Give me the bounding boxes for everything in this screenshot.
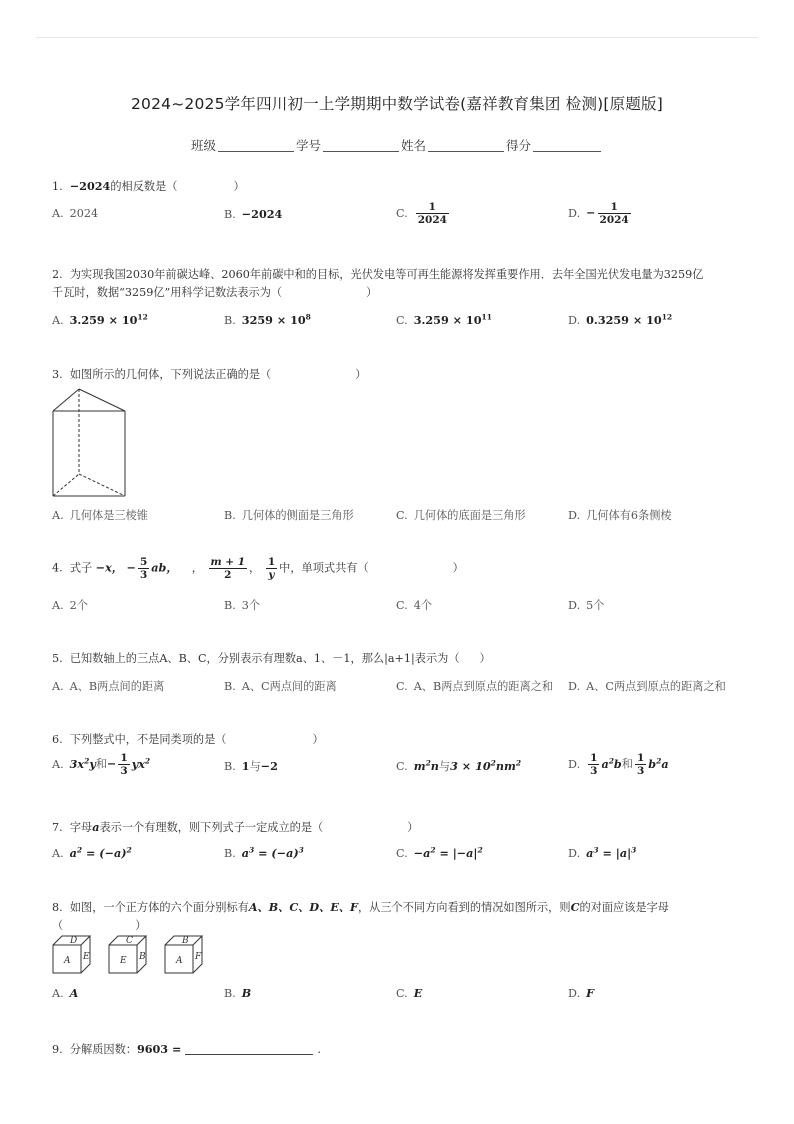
q5-option-d[interactable] bbox=[568, 678, 726, 694]
student-id-label: 学号 bbox=[295, 138, 321, 153]
option-label: B. bbox=[224, 987, 236, 1000]
option-text: A、B两点间的距离 bbox=[69, 680, 165, 693]
option-text: E bbox=[413, 986, 423, 1000]
option-text: 2个 bbox=[69, 599, 88, 612]
q1-option-d[interactable] bbox=[568, 201, 633, 226]
question-9 bbox=[52, 1040, 742, 1059]
math-expression: $a^3 = |a|^3$ bbox=[586, 845, 637, 860]
math-a2b: $a^2b$ bbox=[601, 755, 622, 771]
math-expression: $a^3 = (-a)^3$ bbox=[241, 845, 304, 860]
fraction-5-3 bbox=[138, 556, 149, 581]
q7-option-a[interactable] bbox=[52, 846, 132, 860]
q7-option-b[interactable] bbox=[224, 846, 304, 860]
q7-option-c[interactable] bbox=[396, 846, 483, 860]
question-2 bbox=[52, 266, 742, 302]
and-word: 和 bbox=[621, 757, 633, 771]
option-label: A. bbox=[52, 987, 64, 1000]
minus-sign: − bbox=[126, 560, 136, 575]
math-b2a: $b^2a$ bbox=[648, 755, 669, 771]
denominator: 2 bbox=[224, 569, 232, 581]
option-label: A. bbox=[52, 680, 64, 693]
q1-option-c[interactable] bbox=[396, 201, 451, 226]
option-label: B. bbox=[224, 208, 236, 221]
q3-option-a[interactable] bbox=[52, 507, 148, 523]
q2-option-b[interactable] bbox=[224, 313, 311, 327]
question-number: 5. bbox=[52, 652, 63, 665]
fraction-1-3 bbox=[635, 752, 646, 777]
paren-close: ） bbox=[355, 368, 367, 381]
math-m2n: $m^2n$ bbox=[413, 758, 439, 773]
question-number: 6. bbox=[52, 733, 63, 746]
class-label: 班级 bbox=[190, 138, 216, 153]
question-text-end: 表示一个有理数，则下列式子一定成立的是（ bbox=[99, 821, 324, 834]
student-id-field[interactable] bbox=[323, 139, 399, 152]
question-number: 3. bbox=[52, 368, 63, 381]
option-label: A. bbox=[52, 757, 64, 771]
q4-option-d[interactable] bbox=[568, 597, 604, 613]
option-text: 5个 bbox=[586, 599, 605, 612]
denominator: 3 bbox=[590, 765, 598, 777]
class-field[interactable] bbox=[218, 139, 294, 152]
question-5 bbox=[52, 650, 742, 668]
question-text: 字母 bbox=[69, 821, 93, 834]
option-label: A. bbox=[52, 599, 64, 612]
question-number: 1. bbox=[52, 180, 63, 193]
fraction-m-plus-1 bbox=[209, 556, 248, 581]
option-label: C. bbox=[396, 987, 408, 1000]
fraction bbox=[416, 201, 449, 226]
minus-sign: − bbox=[107, 756, 117, 771]
q4-option-b[interactable] bbox=[224, 597, 260, 613]
score-label: 得分 bbox=[506, 138, 532, 153]
option-label: D. bbox=[568, 680, 581, 693]
question-text: 下列整式中，不是同类项的是（ bbox=[69, 733, 227, 746]
student-info-row bbox=[0, 136, 794, 154]
cube2-side-label: B bbox=[139, 952, 146, 962]
option-label: C. bbox=[396, 599, 408, 612]
question-number: 4. bbox=[52, 561, 63, 575]
math-expression: −2024 bbox=[69, 179, 111, 193]
option-label: D. bbox=[568, 599, 581, 612]
numerator: 5 bbox=[139, 556, 148, 568]
q2-option-a[interactable] bbox=[52, 313, 148, 327]
fraction-1-3 bbox=[588, 752, 599, 777]
cube3-front-label: A bbox=[176, 956, 183, 966]
numerator: 1 bbox=[416, 201, 449, 214]
option-label: D. bbox=[568, 757, 581, 771]
option-text: 几何体有6条侧棱 bbox=[586, 509, 672, 522]
question-number: 7. bbox=[52, 821, 63, 834]
cube1-top-label: D bbox=[70, 936, 78, 946]
question-number: 2. bbox=[52, 268, 63, 281]
cube2-top-label: C bbox=[126, 936, 133, 946]
denominator: 3 bbox=[120, 765, 128, 777]
fraction-1-3 bbox=[118, 752, 129, 777]
face-letters: A、B、C、D、E、F bbox=[248, 900, 358, 914]
math-3x2y: $3x^2y$ bbox=[69, 755, 96, 771]
option-label: B. bbox=[224, 599, 236, 612]
triangular-prism-figure bbox=[50, 386, 130, 500]
q1-option-a[interactable] bbox=[52, 207, 98, 220]
exponent: 12 bbox=[661, 312, 673, 322]
cube1-side-label: E bbox=[83, 952, 90, 962]
option-text: −2024 bbox=[241, 207, 283, 221]
paren-close: ） bbox=[135, 919, 147, 932]
and-word: 与 bbox=[438, 760, 451, 773]
name-field[interactable] bbox=[428, 139, 504, 152]
question-text: 如图所示的几何体，下列说法正确的是（ bbox=[69, 368, 272, 381]
q5-option-b[interactable] bbox=[224, 678, 337, 694]
math-1: 1 bbox=[241, 759, 250, 773]
math-expression: $a^2 = (-a)^2$ bbox=[69, 845, 132, 860]
denominator: 3 bbox=[139, 569, 148, 581]
option-label: B. bbox=[224, 314, 236, 327]
cube2-front-label: E bbox=[120, 956, 127, 966]
option-label: C. bbox=[396, 314, 408, 327]
q6-option-b[interactable] bbox=[224, 758, 278, 774]
option-label: C. bbox=[396, 680, 408, 693]
numerator: 1 bbox=[598, 201, 631, 214]
cube-views-figure bbox=[50, 932, 220, 978]
cube3-side-label: F bbox=[195, 952, 202, 962]
q5-option-c[interactable] bbox=[396, 678, 553, 694]
option-label: C. bbox=[396, 847, 408, 860]
question-number: 9. bbox=[52, 1043, 63, 1056]
question-text: 为实现我国2030年前碳达峰、2060年前碳中和的目标，光伏发电等可再生能源将发挥重要作用．去年全国光伏发电量为3259亿 bbox=[69, 268, 704, 281]
question-text-end: 中，单项式共有（ bbox=[279, 561, 369, 575]
question-7 bbox=[52, 818, 742, 837]
q8-option-d[interactable] bbox=[568, 986, 594, 1000]
paren-close: ） bbox=[366, 286, 378, 299]
option-text: 几何体的侧面是三角形 bbox=[241, 509, 354, 522]
q6-option-a[interactable] bbox=[52, 752, 150, 777]
fraction-1-over-y bbox=[266, 556, 277, 581]
option-label: C. bbox=[396, 760, 408, 773]
question-8 bbox=[52, 898, 742, 935]
q7-option-d[interactable] bbox=[568, 846, 636, 860]
option-label: D. bbox=[568, 987, 581, 1000]
question-6 bbox=[52, 731, 742, 749]
paren-close: ） bbox=[452, 561, 464, 575]
option-label: A. bbox=[52, 314, 64, 327]
cube1-front-label: A bbox=[64, 956, 71, 966]
option-label: D. bbox=[568, 206, 581, 220]
question-4 bbox=[52, 556, 742, 581]
option-base: 3259 × 10 bbox=[241, 313, 306, 327]
and-word: 与 bbox=[249, 760, 261, 773]
option-label: B. bbox=[224, 680, 236, 693]
q5-option-a[interactable] bbox=[52, 678, 164, 694]
paren-close: ） bbox=[233, 180, 245, 193]
option-label: B. bbox=[224, 509, 236, 522]
option-text: 3个 bbox=[241, 599, 261, 612]
q4-option-c[interactable] bbox=[396, 597, 432, 613]
q8-option-a[interactable] bbox=[52, 986, 78, 1000]
q1-option-b[interactable] bbox=[224, 207, 282, 221]
option-text: B bbox=[241, 986, 252, 1000]
numerator: 1 bbox=[120, 752, 128, 764]
option-text: 几何体的底面是三角形 bbox=[413, 509, 526, 522]
q8-option-c[interactable] bbox=[396, 986, 422, 1000]
fraction bbox=[598, 201, 631, 226]
page-title: 2024~2025学年四川初一上学期期中数学试卷(嘉祥教育集团 检测)[原题版] bbox=[131, 95, 663, 113]
question-number: 8. bbox=[52, 901, 63, 914]
question-text: 如图，一个正方体的六个面分别标有 bbox=[69, 901, 249, 914]
math-3x10-2nm2: $3 \times 10^2nm^2$ bbox=[450, 758, 522, 773]
q2-option-d[interactable] bbox=[568, 313, 672, 327]
option-text: A、C两点到原点的距离之和 bbox=[586, 680, 726, 693]
option-label: C. bbox=[396, 509, 408, 522]
option-text: 4个 bbox=[413, 599, 433, 612]
letter-c: C bbox=[570, 900, 580, 914]
paren-close: ） bbox=[479, 652, 491, 665]
option-base: 3.259 × 10 bbox=[413, 313, 482, 327]
and-word: 和 bbox=[95, 757, 108, 771]
exponent: 12 bbox=[137, 312, 148, 322]
denominator: 3 bbox=[636, 765, 645, 777]
option-label: D. bbox=[568, 509, 581, 522]
question-text: 的对面应该是字母 bbox=[579, 901, 669, 914]
cube3-top-label: B bbox=[182, 936, 189, 946]
option-label: A. bbox=[52, 847, 64, 860]
comma: ， bbox=[191, 561, 203, 575]
numerator: 1 bbox=[267, 556, 276, 568]
q3-option-c[interactable] bbox=[396, 507, 526, 523]
comma: ， bbox=[249, 561, 261, 575]
term-neg-x: −x， bbox=[95, 560, 123, 575]
option-label: A. bbox=[52, 509, 64, 522]
option-label: D. bbox=[568, 314, 581, 327]
paren-close: ） bbox=[312, 733, 324, 746]
option-label: B. bbox=[224, 847, 236, 860]
term-ab: ab， bbox=[151, 560, 178, 575]
q4-option-a[interactable] bbox=[52, 597, 88, 613]
question-3 bbox=[52, 366, 742, 384]
option-text: 2024 bbox=[69, 207, 99, 220]
q6-option-c[interactable] bbox=[396, 758, 521, 774]
option-text: F bbox=[586, 986, 595, 1000]
denominator: 2024 bbox=[599, 214, 629, 226]
option-label: B. bbox=[224, 760, 236, 773]
q3-option-d[interactable] bbox=[568, 507, 672, 523]
period: . bbox=[317, 1043, 321, 1056]
exponent: 8 bbox=[305, 312, 311, 322]
q8-option-b[interactable] bbox=[224, 986, 251, 1000]
name-label: 姓名 bbox=[401, 138, 427, 153]
variable-a: a bbox=[92, 820, 100, 834]
answer-blank[interactable] bbox=[185, 1042, 313, 1055]
option-text: A、B两点到原点的距离之和 bbox=[413, 680, 554, 693]
question-text: 式子 bbox=[69, 561, 93, 575]
paren-open: （ bbox=[52, 919, 64, 932]
option-base: 0.3259 × 10 bbox=[586, 313, 662, 327]
question-text-line2: 千瓦时，数据“3259亿”用科学记数法表示为（ bbox=[52, 286, 283, 299]
question-text: 已知数轴上的三点A、B、C，分别表示有理数a、1、－1，那么|a+1|表示为（ bbox=[69, 652, 460, 665]
q3-option-b[interactable] bbox=[224, 507, 354, 523]
option-base: 3.259 × 10 bbox=[69, 313, 138, 327]
option-text: A、C两点间的距离 bbox=[241, 680, 337, 693]
top-divider bbox=[36, 37, 758, 38]
denominator: y bbox=[268, 569, 275, 581]
math-expression: 9603 = bbox=[136, 1042, 182, 1056]
option-label: A. bbox=[52, 207, 64, 220]
q2-option-c[interactable] bbox=[396, 313, 492, 327]
paren-close: ） bbox=[407, 821, 419, 834]
denominator: 2024 bbox=[417, 214, 447, 226]
exponent: 11 bbox=[481, 312, 492, 322]
numerator: 1 bbox=[590, 752, 598, 764]
question-1 bbox=[52, 177, 742, 196]
numerator: 1 bbox=[636, 752, 645, 764]
q6-option-d[interactable] bbox=[568, 752, 669, 777]
math-expression: $-a^2 = |-a|^2$ bbox=[413, 845, 483, 860]
option-text: 几何体是三棱锥 bbox=[69, 509, 148, 522]
numerator: m + 1 bbox=[210, 556, 246, 568]
minus-sign: − bbox=[586, 205, 596, 220]
math-neg2: −2 bbox=[260, 759, 278, 773]
question-text: ，从三个不同方向看到的情况如图所示，则 bbox=[357, 901, 571, 914]
option-text: A bbox=[69, 986, 79, 1000]
question-text: 的相反数是（ bbox=[110, 180, 178, 193]
option-label: C. bbox=[396, 206, 408, 220]
score-field[interactable] bbox=[533, 139, 601, 152]
math-yx2: $yx^2$ bbox=[131, 755, 151, 771]
option-label: D. bbox=[568, 847, 581, 860]
question-text: 分解质因数： bbox=[69, 1043, 137, 1056]
